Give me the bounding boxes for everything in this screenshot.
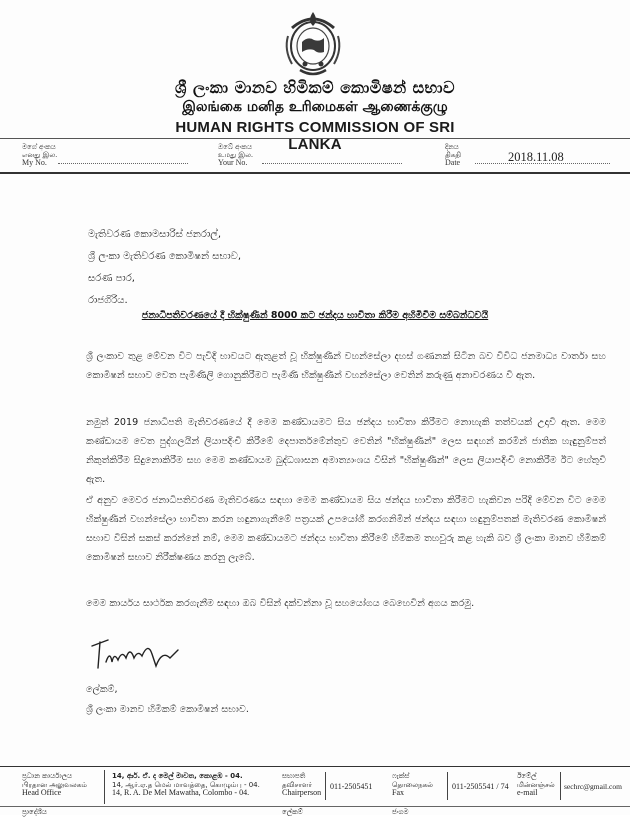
your-no-label: ඔබේ අංකය உமது இல. Your No.	[218, 143, 254, 167]
footer-separator	[560, 772, 561, 800]
recipient-line: මැතිවරණ කොමසාරිස් ජනරාල්,	[88, 229, 222, 240]
date-value: 2018.11.08	[508, 150, 564, 164]
body-paragraph: මෙම කාර්යය සාර්ථක කරගැනීම සඳහා ඔබ විසින් දක්වන්නා වූ සහයෝගය බෙහෙවින් අගය කරමු.	[86, 598, 475, 609]
footer-next-row-label: ප්‍රාදේශීය	[22, 808, 47, 816]
signatory-org: ශ්‍රී ලංකා මානව හිමිකම් කොමිෂන් සභාව.	[86, 704, 249, 715]
recipient-line: සරණ පාර,	[88, 273, 135, 284]
footer-divider	[0, 766, 630, 767]
date-field	[475, 163, 610, 164]
commission-name-sinhala: ශ්‍රී ලංකා මානව හිමිකම් කොමිෂන් සභාව	[174, 78, 456, 97]
recipient-line: රාජගිරිය.	[88, 295, 128, 306]
commission-name-tamil: இலங்கை மனித உரிமைகள் ஆணைக்குழு	[182, 99, 448, 115]
footer	[0, 768, 630, 815]
body-paragraph: ඒ අනුව මෙවර ජනාධිපතිවරණ මැතිවරණය සඳහා මෙම කණ්ඩායම සිය ඡන්දය භාවිතා කිරීමට හැකිවන පරිදි මේවන විට මෙම භික්ෂුණීන් වහන්සේලා භාවිතා කරන හඳුනාගැනීමේ පත්‍රයක් උපයෝගී කරගනිමින් ඡන්දය සඳහා හඳුනුම්පතක් මැතිවරණ කොමිෂන් සභාව විසින් සකස් කරන්නේ නම්, මෙම කණ්ඩායමට ඡන්දය භාවිතා කිරීමේ හිමිකම තහවුරු කළ හැකි බව ශ්‍රී ලංකා මානව හිමිකම් කොමිෂන් සභාව නිරීක්ෂණය කරනු ලැබේ.	[86, 495, 606, 563]
letter-subject: ජනාධිපතිවරණයේ දී භික්ෂුණීන් 8000 කට ඡන්දය භාවිතා කිරීම අහිමිවීම සම්බන්ධවයි	[141, 310, 489, 321]
fax-number: 011-2505541 / 74	[452, 782, 509, 791]
email-label: ඊමේල් மின்னஞ்சல் e-mail	[517, 772, 555, 797]
footer-next-row-label: ලේකම්	[282, 808, 303, 816]
fax-label: ෆැක්ස් தொலைநகல் Fax	[392, 772, 433, 797]
commission-name-english: HUMAN RIGHTS COMMISSION OF SRI LANKA	[175, 119, 455, 153]
my-no-field	[58, 163, 188, 164]
recipient-address	[88, 224, 241, 312]
office-address: 14, ආර්. ඒ. ද මෙල් මාවත, කොළඹ - 04. 14, ஆர்.ஏ.த மெல் மாவத்தை, கொழும்பு - 04. 14, R. A. De Mel Mawatha, Colombo - 04.	[112, 772, 260, 797]
date-label: දිනය திகதி Date	[445, 143, 461, 167]
recipient-line: ශ්‍රී ලංකා මැතිවරණ කොමිෂන් සභාව,	[88, 251, 242, 262]
closing-block	[86, 680, 249, 720]
email-address: sechrc@gmail.com	[564, 782, 622, 791]
body-paragraph: නමුත් 2019 ජනාධිපති මැතිවරණයේ දී මෙම කණ්ඩායමට සිය ඡන්දය භාවිතා කිරීමට නොහැකි තත්වයක් උදාවී ඇත. මෙම කණ්ඩායම වෙත පුද්ගලයින් ලියාපදිංචි කිරීමේ දෙපාර්තමේන්තුව වෙතින් "භික්ෂුණීන්" ලෙස සඳහන් කරමින් ජාතික හැඳුනුම්පත් නිකුත්කිරීම සිදුනොකිරීම සහ මෙම කණ්ඩායම බුද්ධශාසන අමාත්‍යාංශය විසින් "භික්ෂුණීන්" ලෙස ලියාපදිංචි නොකිරීම ඊට හේතුවී ඇත.	[86, 417, 606, 485]
header-divider	[0, 138, 630, 139]
footer-separator	[447, 772, 448, 800]
footer-separator	[104, 770, 105, 804]
your-no-field	[262, 163, 402, 164]
chairperson-phone: 011-2505451	[330, 782, 373, 791]
national-emblem-icon	[278, 6, 348, 80]
body-paragraph: ශ්‍රී ලංකාව තුළ මේවන විට පැවිදි භාවයට ඇතුළත් වූ භික්ෂුණීන් වහන්සේලා දහස් ගණනක් සිටින බව විවිධ ජනමාධ්‍ය වාර්තා සහ කොමිෂන් සභාව වෙත පැමිණිලි ගොනුකිරීමට පැමිණි භික්ෂුණීන් වහන්සේලා වෙතින් කරුණු අනාවරණය වී ඇත.	[86, 351, 606, 381]
signature-image	[86, 632, 206, 682]
footer-next-row-label: ජංගම	[392, 808, 409, 816]
footer-separator	[325, 772, 326, 800]
head-office-label: ප්‍රධාන කාර්යාලය பிரதான அலுவலகம் Head Office	[22, 772, 87, 797]
footer-row-divider	[0, 806, 630, 807]
signatory-title: ලේකම්,	[86, 684, 118, 695]
reference-divider	[0, 172, 630, 174]
chairperson-label: සභාපති தவிசாளர் Chairperson	[282, 772, 322, 797]
my-no-label: මගේ අංකය எனது இல. My No.	[22, 143, 58, 167]
